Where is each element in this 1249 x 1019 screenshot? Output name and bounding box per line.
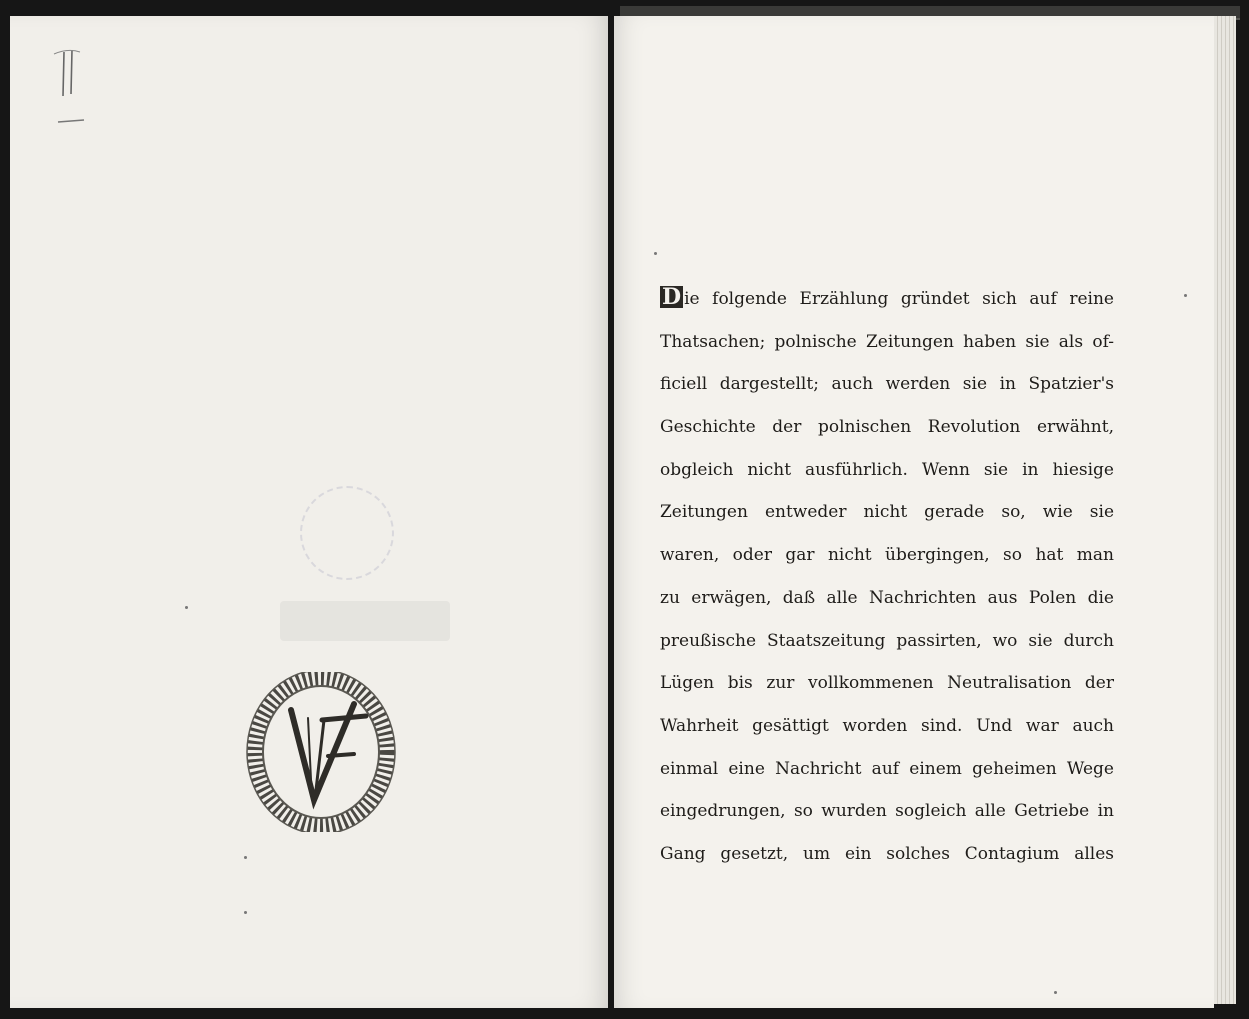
text-line-10: Lügen bis zur vollkommenen Neutralisation der (660, 673, 1114, 694)
paper-speck (185, 606, 188, 609)
show-through-shelfmark (280, 601, 450, 641)
paper-speck (654, 252, 657, 255)
page-block-edges (1214, 16, 1236, 1004)
text-line-7: waren, oder gar nicht übergingen, so hat man (660, 545, 1114, 566)
text-line-11: Wahrheit gesättigt worden sind. Und war auch (660, 715, 1114, 736)
paper-speck (244, 911, 247, 914)
paper-speck (1184, 294, 1187, 297)
text-line-2: Thatsachen; polnische Zeitungen haben sie als of- (660, 331, 1114, 352)
paper-speck (244, 856, 247, 859)
show-through-library-stamp (300, 486, 394, 580)
text-line-14: Gang gesetzt, um ein solches Contagium alles (660, 843, 1114, 864)
text-line-3: ficiell dargestellt; auch werden sie in Spatzier's (660, 374, 1114, 395)
text-line-5: obgleich nicht ausführlich. Wenn sie in hiesige (660, 459, 1114, 480)
paper-speck (1054, 991, 1057, 994)
right-page (614, 16, 1214, 1008)
pencil-marks (44, 34, 94, 124)
text-line-9: preußische Staatszeitung passirten, wo sie durch (660, 630, 1114, 651)
left-page (10, 16, 608, 1008)
text-line-12: einmal eine Nachricht auf einem geheimen Wege (660, 758, 1114, 779)
line-text: ie folgende Erzählung gründet sich auf reine (684, 289, 1114, 309)
vf-monogram-stamp (246, 672, 396, 832)
text-line-8: zu erwägen, daß alle Nachrichten aus Polen die (660, 587, 1114, 608)
drop-cap: D (662, 284, 682, 310)
body-text (660, 278, 1114, 876)
vf-monogram (291, 704, 366, 800)
text-line-13: eingedrungen, so wurden sogleich alle Getriebe in (660, 801, 1114, 822)
text-line-4: Geschichte der polnischen Revolution erwähnt, (660, 417, 1114, 438)
text-line-6: Zeitungen entweder nicht gerade so, wie sie (660, 502, 1114, 523)
text-line-1 (660, 278, 1114, 321)
